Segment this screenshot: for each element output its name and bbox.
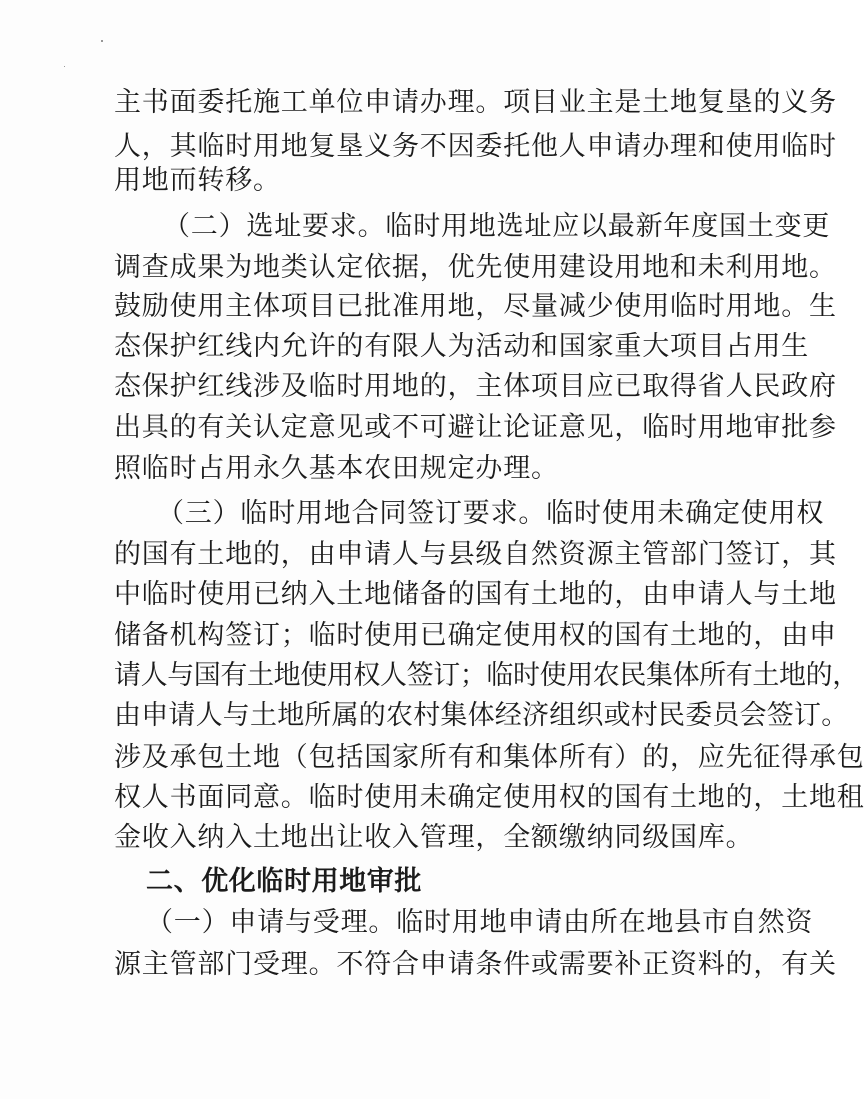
- body-text-line: 出具的有关认定意见或不可避让论证意见，临时用地审批参: [114, 412, 837, 443]
- body-text-line: （一）申请与受理。临时用地申请由所在地县市自然资: [146, 907, 814, 938]
- body-text-line: 金收入纳入土地出让收入管理，全额缴纳同级国库。: [114, 822, 754, 853]
- body-text-line: 涉及承包土地（包括国家所有和集体所有）的，应先征得承包: [114, 742, 865, 773]
- body-text-line: 照临时占用永久基本农田规定办理。: [114, 453, 559, 484]
- body-text-line: 主书面委托施工单位申请办理。项目业主是土地复垦的义务: [114, 87, 837, 118]
- body-text-line: 中临时使用已纳入土地储备的国有土地的，由申请人与土地: [114, 579, 837, 610]
- scan-speck: [101, 40, 103, 42]
- body-text-line: 由申请人与土地所属的农村集体经济组织或村民委员会签订。: [114, 700, 849, 731]
- body-text-line: 源主管部门受理。不符合申请条件或需要补正资料的，有关: [114, 949, 837, 980]
- body-text-line: 权人书面同意。临时使用未确定使用权的国有土地的，土地租: [114, 782, 865, 813]
- body-text-line: 请人与国有土地使用权人签订；临时使用农民集体所有土地的，: [114, 660, 859, 691]
- body-text-line: 用地而转移。: [114, 165, 281, 196]
- section-heading: 二、优化临时用地审批: [146, 866, 422, 897]
- body-text-line: 态保护红线内允许的有限人为活动和国家重大项目占用生: [114, 331, 809, 362]
- body-text-line: 鼓励使用主体项目已批准用地，尽量减少使用临时用地。生: [114, 291, 837, 322]
- body-text-line: 态保护红线涉及临时用地的，主体项目应已取得省人民政府: [114, 371, 837, 402]
- body-text-line: 人，其临时用地复垦义务不因委托他人申请办理和使用临时: [114, 131, 837, 162]
- body-text-line: 的国有土地的，由申请人与县级自然资源主管部门签订，其: [114, 539, 837, 570]
- body-text-line: （三）临时用地合同签订要求。临时使用未确定使用权: [157, 498, 825, 529]
- body-text-line: （二）选址要求。临时用地选址应以最新年度国土变更: [163, 211, 831, 242]
- scan-speck: [64, 66, 65, 67]
- body-text-line: 调查成果为地类认定依据，优先使用建设用地和未利用地。: [114, 252, 837, 283]
- body-text-line: 储备机构签订；临时使用已确定使用权的国有土地的，由申: [114, 620, 837, 651]
